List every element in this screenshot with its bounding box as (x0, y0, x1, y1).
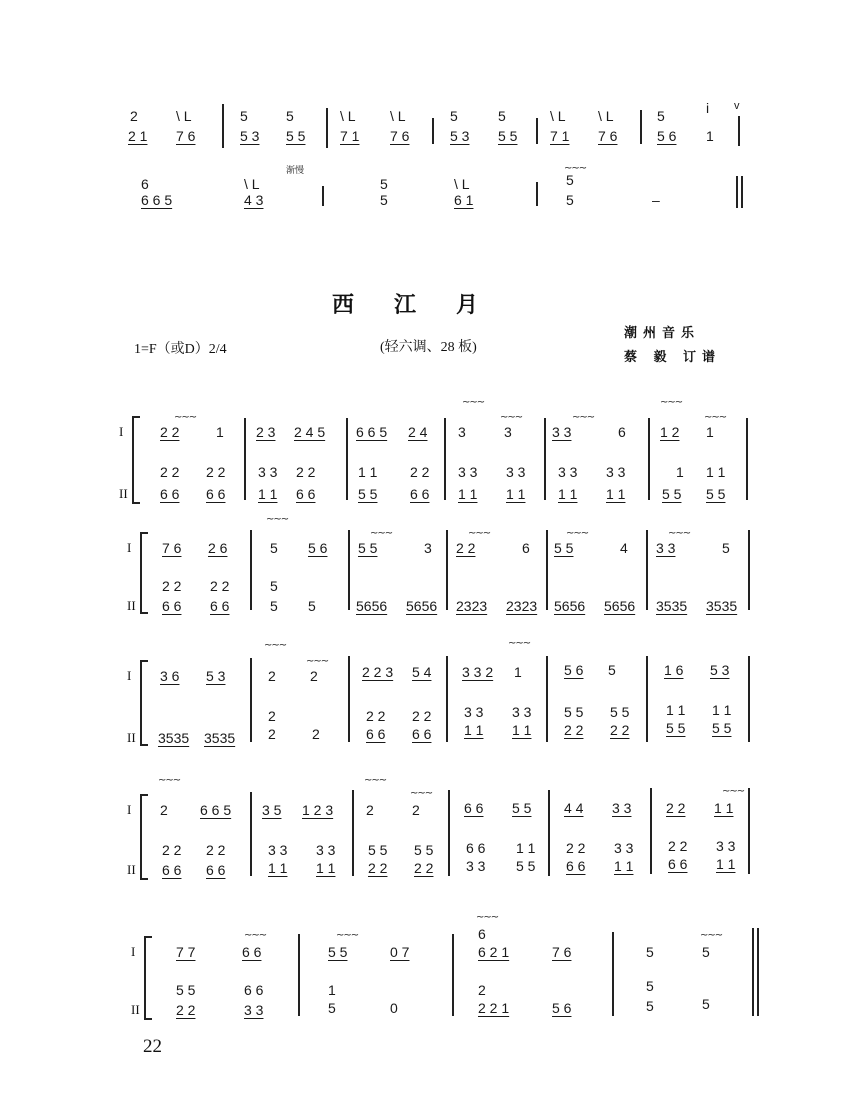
barline (348, 530, 350, 610)
note: 3 3 (244, 1002, 264, 1018)
note: 5 5 (286, 128, 306, 144)
origin: 潮州音乐 (624, 326, 701, 341)
note: 5 6 (308, 540, 328, 556)
note: 5 (380, 176, 388, 192)
note: \ L (454, 176, 470, 192)
barline (222, 104, 224, 148)
trill-ornament: ~~~ (566, 528, 589, 539)
note: 3 (504, 424, 512, 440)
note: 1 2 (660, 424, 680, 440)
note: 2 (268, 708, 276, 724)
note: 6 1 (454, 192, 474, 208)
system-bracket (140, 794, 148, 880)
barline (646, 530, 648, 610)
note: 5 5 (498, 128, 518, 144)
note: 5 3 (450, 128, 470, 144)
note: \ L (176, 108, 192, 124)
part-label: I (119, 424, 124, 439)
note: \ L (340, 108, 356, 124)
trill-ornament: ~~~ (508, 638, 531, 649)
note: 3 3 (716, 838, 736, 854)
arranger: 蔡 毅 订谱 (624, 350, 722, 365)
note: 2323 (506, 598, 538, 614)
part-label: II (131, 1002, 140, 1017)
note: 5 5 (414, 842, 434, 858)
note: 1 1 (258, 486, 278, 502)
note: 3 3 2 (462, 664, 494, 680)
note: 7 1 (340, 128, 360, 144)
note: 2 2 (176, 1002, 196, 1018)
note: 5 (286, 108, 294, 124)
page-number: 22 (143, 1036, 162, 1057)
barline (444, 418, 446, 500)
note: 6 6 5 (141, 192, 173, 208)
note: 5 5 (554, 540, 574, 556)
note: 3 3 (656, 540, 676, 556)
note: 1 1 (716, 856, 736, 872)
note: 5 5 (610, 704, 630, 720)
note: 3 3 (458, 464, 478, 480)
part-label: II (119, 486, 128, 501)
note: 6 6 (160, 486, 180, 502)
barline (546, 656, 548, 742)
note: 5 (380, 192, 388, 208)
note: 3535 (656, 598, 688, 614)
note: 5656 (406, 598, 438, 614)
tempo-marking: 渐慢 (286, 165, 305, 175)
note: 3 3 (552, 424, 572, 440)
note: 7 6 (390, 128, 410, 144)
note: 6 6 (412, 726, 432, 742)
note: 1 1 (712, 702, 732, 718)
note: 2 2 (368, 860, 388, 876)
trill-ornament: ~~~ (364, 775, 387, 786)
note: 1 2 3 (302, 802, 334, 818)
note: 5 (702, 944, 710, 960)
trill-ornament: ~~~ (722, 786, 745, 797)
note: 3535 (204, 730, 236, 746)
system-bracket (132, 416, 140, 504)
note: 1 1 (606, 486, 626, 502)
note: 1 (706, 424, 714, 440)
note: 5656 (604, 598, 636, 614)
note: 2 2 (566, 840, 586, 856)
breath-mark: v (734, 100, 740, 112)
note: 5656 (554, 598, 586, 614)
final-barline (752, 928, 754, 1016)
barline (446, 530, 448, 610)
trill-ornament: ~~~ (476, 912, 499, 923)
note: 3 3 (612, 800, 632, 816)
note: 3 3 (464, 704, 484, 720)
note: 2 2 (610, 722, 630, 738)
note: 5 (646, 944, 654, 960)
note: \ L (598, 108, 614, 124)
note: 5 (450, 108, 458, 124)
key-signature: 1=F（或D）2/4 (134, 342, 227, 357)
note: 1 (706, 128, 714, 144)
note: 3 3 (258, 464, 278, 480)
note: \ L (244, 176, 260, 192)
note: 5 (657, 108, 665, 124)
note: 5 (646, 998, 654, 1014)
barline (536, 118, 538, 144)
note: 3 5 (262, 802, 282, 818)
note: 2 2 (456, 540, 476, 556)
trill-ornament: ~~~ (668, 528, 691, 539)
note: 5 3 (710, 662, 730, 678)
note: 3 3 (512, 704, 532, 720)
note: 5 (566, 172, 574, 188)
trill-ornament: ~~~ (564, 163, 587, 174)
note: 2 2 3 (362, 664, 394, 680)
barline (536, 182, 538, 206)
note: 6 6 (566, 858, 586, 874)
note: 7 6 (598, 128, 618, 144)
note: 2323 (456, 598, 488, 614)
note: 6 6 (162, 598, 182, 614)
part-label: I (131, 944, 136, 959)
note: 1 1 (558, 486, 578, 502)
note: 2 2 (206, 842, 226, 858)
note: 7 6 (162, 540, 182, 556)
note: 2 2 (206, 464, 226, 480)
note: 5 (646, 978, 654, 994)
trill-ornament: ~~~ (266, 514, 289, 525)
note: i (706, 100, 710, 116)
note: 2 (478, 982, 486, 998)
trill-ornament: ~~~ (468, 528, 491, 539)
note: 3 3 (558, 464, 578, 480)
note: 2 (130, 108, 138, 124)
final-barline (741, 176, 743, 208)
trill-ornament: ~~~ (704, 412, 727, 423)
barline (546, 530, 548, 610)
note: 2 2 (666, 800, 686, 816)
barline (244, 418, 246, 500)
note: 6 6 (366, 726, 386, 742)
note: 1 1 (614, 858, 634, 874)
note: 6 (522, 540, 530, 556)
note: 1 1 (516, 840, 536, 856)
note: 0 7 (390, 944, 410, 960)
note: 5 3 (240, 128, 260, 144)
trill-ornament: ~~~ (700, 930, 723, 941)
part-label: I (127, 540, 132, 555)
trill-ornament: ~~~ (158, 775, 181, 786)
note: 5 5 (712, 720, 732, 736)
note: 1 1 (506, 486, 526, 502)
note: \ L (390, 108, 406, 124)
note: 3 3 (466, 858, 486, 874)
note: 5 (566, 192, 574, 208)
note: 6 6 (162, 862, 182, 878)
note: 1 1 (714, 800, 734, 816)
note: 5 (702, 996, 710, 1012)
trill-ornament: ~~~ (370, 528, 393, 539)
part-label: II (127, 862, 136, 877)
final-barline (757, 928, 759, 1016)
barline (322, 186, 324, 206)
note: 1 1 (512, 722, 532, 738)
note: 2 (312, 726, 320, 742)
barline (352, 790, 354, 876)
note: 7 1 (550, 128, 570, 144)
note: 2 2 (210, 578, 230, 594)
trill-ornament: ~~~ (660, 397, 683, 408)
part-label: I (127, 668, 132, 683)
note: 5 5 (564, 704, 584, 720)
barline (348, 656, 350, 742)
page-title: 西江月 (331, 293, 518, 318)
note: 1 (514, 664, 522, 680)
note: 6 (141, 176, 149, 192)
barline (544, 418, 546, 500)
note: \ L (550, 108, 566, 124)
note: 2 4 5 (294, 424, 326, 440)
system-bracket (144, 936, 152, 1020)
note: 5 6 (564, 662, 584, 678)
note: 6 2 1 (478, 944, 510, 960)
note: 5 3 (206, 668, 226, 684)
note: 5656 (356, 598, 388, 614)
note: 6 6 (410, 486, 430, 502)
note: 1 1 (358, 464, 378, 480)
note: 5 5 (328, 944, 348, 960)
note: 1 (328, 982, 336, 998)
barline (646, 656, 648, 742)
note: 0 (390, 1000, 398, 1016)
note: 5 5 (368, 842, 388, 858)
note: 2 2 (366, 708, 386, 724)
note: 3 3 (606, 464, 626, 480)
note: 1 1 (458, 486, 478, 502)
note: 1 1 (706, 464, 726, 480)
trill-ornament: ~~~ (306, 656, 329, 667)
note: 4 4 (564, 800, 584, 816)
trill-ornament: ~~~ (336, 930, 359, 941)
note: 2 (268, 668, 276, 684)
barline (452, 934, 454, 1016)
note: 7 7 (176, 944, 196, 960)
note: 3 3 (316, 842, 336, 858)
sustain-dash: – (652, 192, 660, 208)
note: 6 (618, 424, 626, 440)
note: 2 (366, 802, 374, 818)
note: 6 6 (464, 800, 484, 816)
note: 1 1 (464, 722, 484, 738)
barline (748, 788, 750, 874)
system-bracket (140, 532, 148, 614)
trill-ornament: ~~~ (572, 412, 595, 423)
note: 6 6 (244, 982, 264, 998)
trill-ornament: ~~~ (244, 930, 267, 941)
note: 3 3 (268, 842, 288, 858)
note: 6 6 (296, 486, 316, 502)
note: 2 2 1 (478, 1000, 510, 1016)
note: 1 6 (664, 662, 684, 678)
barline (650, 788, 652, 874)
note: 5 (722, 540, 730, 556)
note: 2 2 (296, 464, 316, 480)
note: 2 (268, 726, 276, 742)
system-bracket (140, 660, 148, 746)
note: 2 2 (410, 464, 430, 480)
note: 5 (240, 108, 248, 124)
barline (250, 792, 252, 876)
note: 2 4 (408, 424, 428, 440)
note: 6 6 (668, 856, 688, 872)
note: 5 5 (358, 540, 378, 556)
trill-ornament: ~~~ (264, 640, 287, 651)
note: 2 2 (160, 424, 180, 440)
barline (640, 110, 642, 144)
note: 5 5 (512, 800, 532, 816)
note: 5 5 (666, 720, 686, 736)
note: 6 6 (206, 862, 226, 878)
barline (250, 530, 252, 610)
note: 2 3 (256, 424, 276, 440)
note: 3535 (706, 598, 738, 614)
trill-ornament: ~~~ (500, 412, 523, 423)
barline (298, 934, 300, 1016)
note: 2 2 (412, 708, 432, 724)
note: 4 3 (244, 192, 264, 208)
note: 2 2 (414, 860, 434, 876)
note: 5 (270, 578, 278, 594)
barline (746, 418, 748, 500)
note: 5 6 (552, 1000, 572, 1016)
barline (448, 790, 450, 876)
note: 2 (310, 668, 318, 684)
note: 6 6 (242, 944, 262, 960)
note: 1 (216, 424, 224, 440)
note: 5 5 (662, 486, 682, 502)
note: 7 6 (552, 944, 572, 960)
part-label: II (127, 598, 136, 613)
note: 5 (608, 662, 616, 678)
note: 1 (676, 464, 684, 480)
note: 1 1 (268, 860, 288, 876)
note: 7 6 (176, 128, 196, 144)
note: 6 6 5 (356, 424, 388, 440)
note: 6 (478, 926, 486, 942)
barline (738, 116, 740, 146)
note: 5 6 (657, 128, 677, 144)
note: 2 2 (564, 722, 584, 738)
note: 2 6 (208, 540, 228, 556)
note: 6 6 5 (200, 802, 232, 818)
note: 5 5 (176, 982, 196, 998)
note: 2 1 (128, 128, 148, 144)
note: 4 (620, 540, 628, 556)
mode-note: (轻六调、28 板) (380, 340, 477, 355)
note: 6 6 (206, 486, 226, 502)
final-barline (736, 176, 738, 208)
note: 2 2 (160, 464, 180, 480)
note: 5 5 (516, 858, 536, 874)
note: 2 (160, 802, 168, 818)
barline (250, 658, 252, 742)
note: 5 5 (706, 486, 726, 502)
note: 3 3 (506, 464, 526, 480)
barline (326, 108, 328, 148)
barline (346, 418, 348, 500)
note: 6 6 (466, 840, 486, 856)
note: 2 2 (668, 838, 688, 854)
part-label: II (127, 730, 136, 745)
barline (548, 790, 550, 876)
note: 5 (498, 108, 506, 124)
part-label: I (127, 802, 132, 817)
note: 1 1 (666, 702, 686, 718)
note: 2 2 (162, 578, 182, 594)
trill-ornament: ~~~ (174, 412, 197, 423)
note: 5 (308, 598, 316, 614)
note: 5 5 (358, 486, 378, 502)
trill-ornament: ~~~ (410, 788, 433, 799)
barline (648, 418, 650, 500)
note: 3 6 (160, 668, 180, 684)
note: 3 (458, 424, 466, 440)
note: 3535 (158, 730, 190, 746)
barline (432, 118, 434, 144)
barline (748, 530, 750, 610)
trill-ornament: ~~~ (462, 397, 485, 408)
note: 5 (270, 540, 278, 556)
note: 3 3 (614, 840, 634, 856)
note: 5 (270, 598, 278, 614)
note: 5 (328, 1000, 336, 1016)
barline (612, 932, 614, 1016)
note: 1 1 (316, 860, 336, 876)
note: 6 6 (210, 598, 230, 614)
barline (446, 656, 448, 742)
note: 2 2 (162, 842, 182, 858)
note: 3 (424, 540, 432, 556)
note: 2 (412, 802, 420, 818)
barline (748, 656, 750, 742)
note: 5 4 (412, 664, 432, 680)
